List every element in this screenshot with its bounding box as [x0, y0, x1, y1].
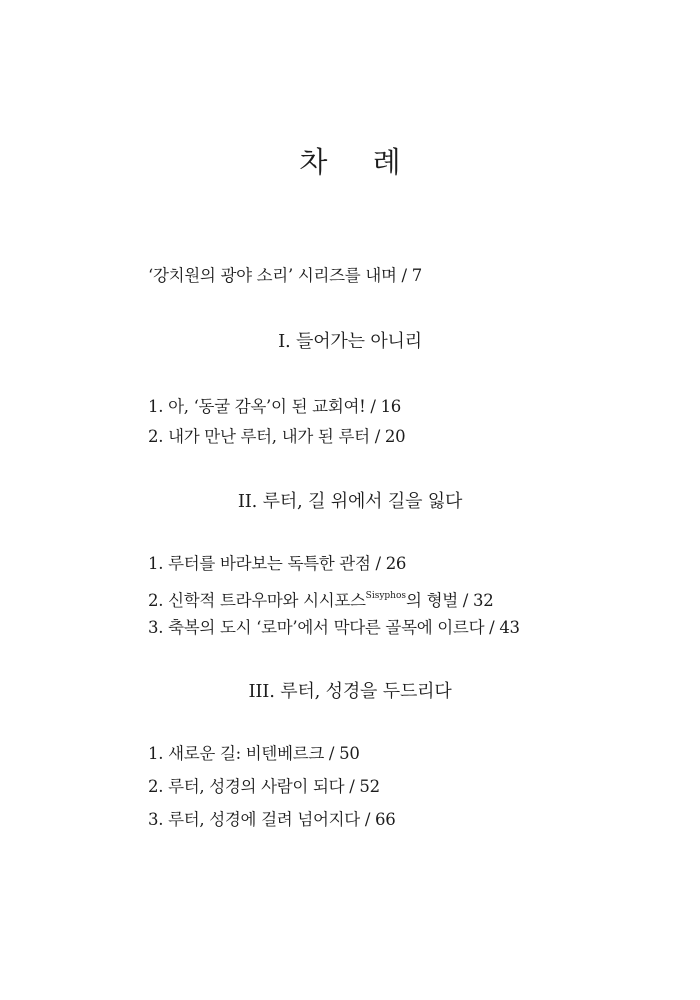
toc-entry-3-2: 2. 루터, 성경의 사람이 되다 / 52: [148, 777, 380, 796]
toc-entry-2-3: 3. 축복의 도시 ‘로마’에서 막다른 골목에 이르다 / 43: [148, 618, 520, 637]
toc-entry-1-2: 2. 내가 만난 루터, 내가 된 루터 / 20: [148, 427, 406, 446]
part-heading-3: III. 루터, 성경을 두드리다: [248, 681, 452, 702]
page-title: 차 례: [299, 145, 419, 179]
part-heading-1: I. 들어가는 아니리: [278, 331, 422, 352]
toc-entry-1-1: 1. 아, ‘동굴 감옥’이 된 교회여! / 16: [148, 397, 401, 416]
toc-entry-2-2-text: 2. 신학적 트라우마와 시시포스: [148, 591, 366, 610]
toc-entry-2-2-superscript: Sisyphos: [365, 591, 406, 601]
toc-entry-preface: ‘강치원의 광야 소리’ 시리즈를 내며 / 7: [148, 266, 422, 285]
toc-entry-3-1: 1. 새로운 길: 비텐베르크 / 50: [148, 744, 360, 763]
part-heading-2: II. 루터, 길 위에서 길을 잃다: [237, 491, 463, 512]
toc-entry-2-1: 1. 루터를 바라보는 독특한 관점 / 26: [148, 554, 407, 573]
toc-entry-3-3: 3. 루터, 성경에 걸려 넘어지다 / 66: [148, 810, 396, 829]
toc-entry-2-2: [148, 584, 493, 613]
toc-entry-2-2-suffix: 의 형벌 / 32: [406, 591, 494, 610]
